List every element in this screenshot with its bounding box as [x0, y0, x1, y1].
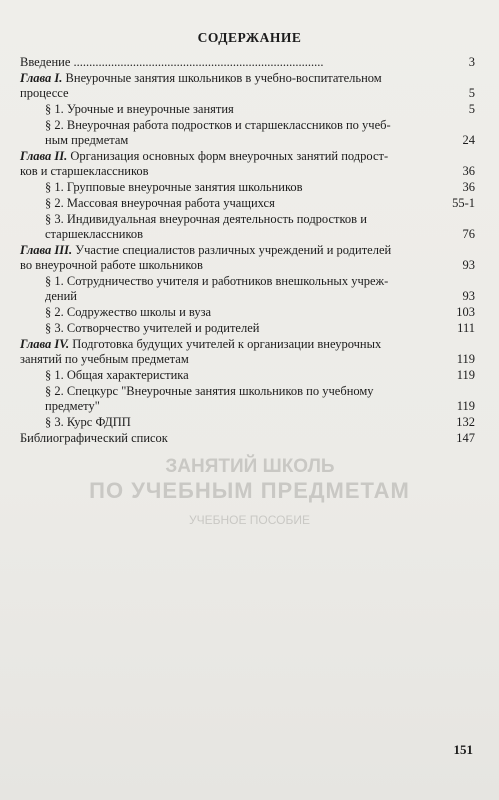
toc-entry	[20, 337, 475, 367]
entry-text: § 2. Внеурочная работа подростков и старшеклассников по учеб-	[45, 118, 391, 132]
toc-line	[20, 337, 475, 352]
toc-entry	[20, 368, 475, 383]
entry-page-number: 93	[462, 258, 475, 272]
toc-line	[20, 212, 475, 227]
toc-entry	[20, 55, 475, 70]
toc-line	[20, 243, 475, 258]
entry-page-number: 103	[456, 305, 475, 319]
toc-entry	[20, 180, 475, 195]
toc-entry	[20, 431, 475, 446]
entry-text: Подготовка будущих учителей к организации внеурочных	[72, 337, 382, 351]
toc-line	[20, 274, 475, 289]
entry-page-number: 3	[468, 55, 475, 69]
entry-text: Внеурочные занятия школьников в учебно-воспитательном	[65, 71, 382, 85]
toc-entry	[20, 384, 475, 414]
toc-line	[20, 133, 475, 148]
entry-text: § 1. Групповые внеурочные занятия школьников	[45, 180, 303, 194]
toc-entry	[20, 149, 475, 179]
bleed-through-subtitle: УЧЕБНОЕ ПОСОБИЕ	[188, 513, 311, 527]
toc-entry	[20, 118, 475, 148]
entry-text: предмету"	[45, 399, 100, 413]
page-title: СОДЕРЖАНИЕ	[197, 30, 302, 45]
entry-text: занятий по учебным предметам	[20, 352, 189, 366]
entry-page-number: 147	[456, 431, 475, 445]
toc-line	[20, 118, 475, 133]
entry-text: Организация основных форм внеурочных занятий подрост-	[70, 149, 389, 163]
toc-line	[20, 305, 475, 320]
toc-line	[20, 102, 475, 117]
toc-line	[20, 321, 475, 336]
entry-text: § 3. Сотворчество учителей и родителей	[45, 321, 260, 335]
toc-line	[20, 352, 475, 367]
toc-line	[20, 289, 475, 304]
entry-text: во внеурочной работе школьников	[20, 258, 203, 272]
entry-page-number: 76	[462, 227, 475, 241]
toc-entry	[20, 212, 475, 242]
entry-text: Участие специалистов различных учреждений и родителей	[75, 243, 392, 257]
entry-text: § 1. Общая характеристика	[45, 368, 189, 382]
toc-line	[20, 431, 475, 446]
toc-line	[20, 71, 475, 86]
entry-text: § 3. Индивидуальная внеурочная деятельность подростков и	[45, 212, 367, 226]
entry-text: ков и старшеклассников	[20, 164, 149, 178]
toc-entry	[20, 274, 475, 304]
toc-entry	[20, 321, 475, 336]
bleed-through-heading-2: ПО УЧЕБНЫМ ПРЕДМЕТАМ	[89, 478, 410, 503]
entry-page-number: 119	[456, 368, 475, 382]
entry-text: Введение ................................................................................	[20, 55, 324, 69]
chapter-label: Глава III.	[20, 243, 76, 257]
bleed-through-heading: ЗАНЯТИЙ ШКОЛЬ	[165, 456, 335, 477]
entry-text: процессе	[20, 86, 69, 100]
toc-entry	[20, 305, 475, 320]
entry-text: ным предметам	[45, 133, 129, 147]
entry-text: § 3. Курс ФДПП	[45, 415, 131, 429]
entry-page-number: 5	[468, 102, 475, 116]
chapter-label: Глава I.	[20, 71, 66, 85]
chapter-label: Глава II.	[20, 149, 71, 163]
entry-text: § 2. Спецкурс "Внеурочные занятия школьников по учебному	[45, 384, 374, 398]
toc-line	[20, 384, 475, 399]
entry-page-number: 36	[462, 180, 475, 194]
toc-entry	[20, 243, 475, 273]
entry-page-number: 119	[456, 399, 475, 413]
entry-page-number: 132	[456, 415, 475, 429]
page-number: 151	[453, 742, 473, 757]
toc-line	[20, 227, 475, 242]
toc-line	[20, 399, 475, 414]
toc-line	[20, 86, 475, 101]
chapter-label: Глава IV.	[20, 337, 73, 351]
entry-page-number: 24	[462, 133, 475, 147]
toc-entry	[20, 196, 475, 211]
entry-text: старшеклассников	[45, 227, 144, 241]
entry-text: § 1. Сотрудничество учителя и работников внешкольных учреж-	[45, 274, 389, 288]
entry-page-number: 36	[462, 164, 475, 178]
entry-page-number: 93	[462, 289, 475, 303]
entry-text: Библиографический список	[20, 431, 168, 445]
toc-line	[20, 368, 475, 383]
entry-text: § 2. Массовая внеурочная работа учащихся	[45, 196, 275, 210]
toc-line	[20, 258, 475, 273]
entry-text: дений	[45, 289, 77, 303]
toc-line	[20, 149, 475, 164]
entry-page-number: 5	[468, 86, 475, 100]
toc-line	[20, 164, 475, 179]
toc-line	[20, 180, 475, 195]
toc-entry	[20, 71, 475, 101]
toc-line	[20, 415, 475, 430]
entry-text: § 1. Урочные и внеурочные занятия	[45, 102, 234, 116]
entry-text: § 2. Содружество школы и вуза	[45, 305, 212, 319]
toc-entry	[20, 415, 475, 430]
entry-page-number: 55-1	[452, 196, 475, 210]
entry-page-number: 111	[457, 321, 475, 335]
table-of-contents	[20, 55, 475, 447]
toc-line	[20, 55, 475, 70]
entry-page-number: 119	[456, 352, 475, 366]
toc-line	[20, 196, 475, 211]
toc-entry	[20, 102, 475, 117]
